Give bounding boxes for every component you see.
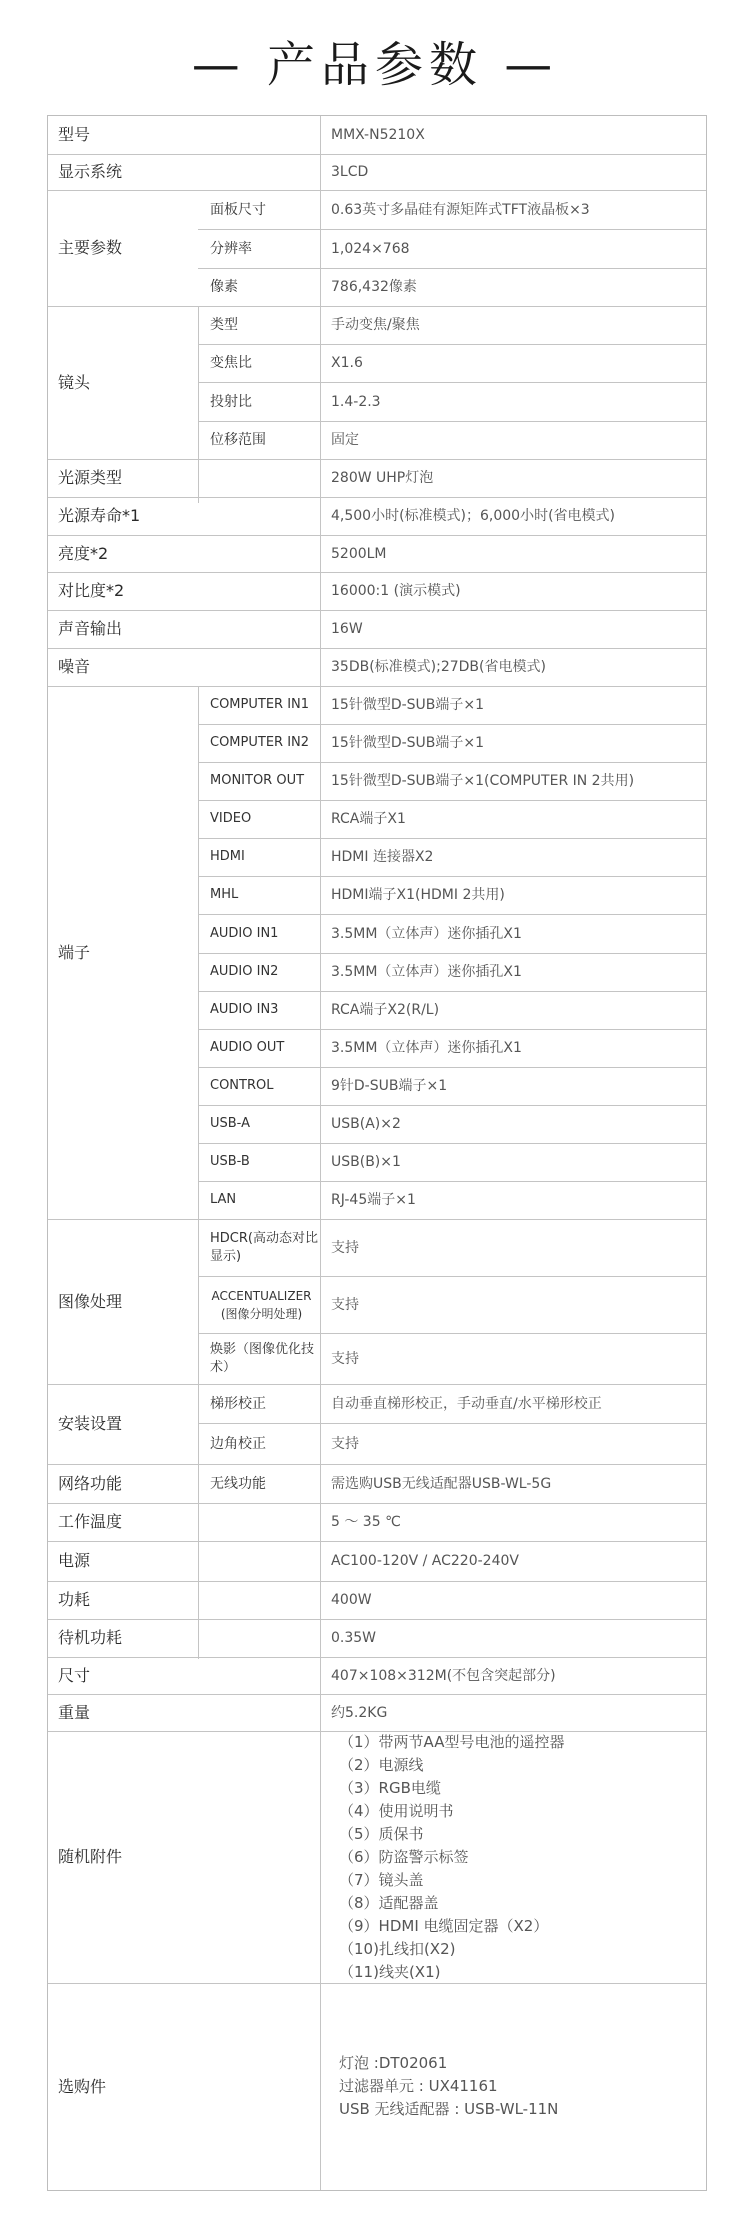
- row-value-model: MMX-N5210X: [331, 127, 425, 143]
- row-label-weight: 重量: [58, 1702, 91, 1722]
- main-sub-value: 1,024×768: [331, 240, 410, 257]
- accessories-list: [321, 1731, 565, 1983]
- main-sub-label: 面板尺寸: [210, 201, 266, 218]
- row-value-power: AC100-120V / AC220-240V: [331, 1553, 519, 1569]
- lens-sub-label: 位移范围: [210, 432, 266, 448]
- port-value: RCA端子X2(R/L): [331, 1002, 440, 1018]
- image-sub-value: 支持: [331, 1350, 359, 1367]
- port-name: LAN: [210, 1192, 237, 1207]
- spec-table: [47, 115, 707, 2191]
- port-value: RCA端子X1: [331, 811, 406, 827]
- main-sub-value: 0.63英寸多晶硅有源矩阵式TFT液晶板×3: [331, 201, 590, 218]
- main-sub-value: 786,432像素: [331, 279, 417, 295]
- row-label-image: 图像处理: [58, 1291, 123, 1311]
- row-value-consumption: 400W: [331, 1592, 372, 1608]
- network-sub-label: 无线功能: [210, 1475, 266, 1492]
- lens-sub-value: 固定: [331, 432, 359, 448]
- list-item: （11)线夹(X1): [339, 1962, 441, 1981]
- row-value-light: 280W UHP灯泡: [331, 470, 434, 486]
- row-label-main: 主要参数: [58, 238, 123, 257]
- port-value: HDMI端子X1(HDMI 2共用): [331, 887, 505, 903]
- row-value-audio: 16W: [331, 621, 363, 637]
- row-value-size: 407×108×312M(不包含突起部分): [331, 1667, 556, 1684]
- row-value-weight: 约5.2KG: [331, 1704, 388, 1721]
- row-value-noise: 35DB(标准模式);27DB(省电模式): [331, 659, 546, 675]
- main-sub-label: 分辨率: [210, 240, 252, 257]
- port-name: AUDIO IN1: [210, 925, 279, 941]
- list-item: （5）质保书: [339, 1824, 424, 1843]
- row-value-contrast: 16000:1 (演示模式): [331, 583, 461, 599]
- row-label-power: 电源: [58, 1551, 91, 1570]
- port-name: USB-A: [210, 1116, 250, 1131]
- install-sub-value: 自动垂直梯形校正，手动垂直/水平梯形校正: [331, 1395, 602, 1412]
- network-sub-value: 需选购USB无线适配器USB-WL-5G: [331, 1475, 552, 1492]
- row-label-life: 光源寿命*1: [58, 506, 141, 525]
- list-item: （8）适配器盖: [339, 1893, 439, 1912]
- image-sub-label: HDCR(高动态对比显示): [210, 1230, 318, 1264]
- row-label-audio: 声音输出: [58, 619, 123, 638]
- port-value: USB(B)×1: [331, 1154, 401, 1170]
- image-sub-label: ACCENTUALIZER (图像分明处理): [211, 1288, 312, 1321]
- install-sub-label: 边角校正: [210, 1435, 266, 1452]
- port-name: CONTROL: [210, 1078, 274, 1093]
- row-value-display: 3LCD: [331, 164, 369, 180]
- lens-sub-value: 手动变焦/聚焦: [331, 317, 420, 333]
- lens-sub-label: 类型: [210, 317, 238, 333]
- port-value: 15针微型D-SUB端子×1: [331, 697, 485, 713]
- port-name: AUDIO IN2: [210, 964, 279, 979]
- row-label-light: 光源类型: [58, 468, 123, 487]
- port-name: VIDEO: [210, 811, 252, 826]
- row-label-optional: 选购件: [58, 2076, 107, 2096]
- list-item: 过滤器单元 : UX41161: [339, 2077, 498, 2095]
- main-sub-label: 像素: [210, 279, 238, 295]
- port-value: 15针微型D-SUB端子×1: [331, 735, 485, 751]
- image-sub-value: 支持: [331, 1239, 359, 1256]
- page-title: — 产品参数 —: [191, 37, 559, 93]
- row-value-brightness: 5200LM: [331, 545, 387, 562]
- lens-sub-value: X1.6: [331, 355, 363, 371]
- row-label-size: 尺寸: [58, 1665, 91, 1685]
- port-name: HDMI: [210, 849, 245, 864]
- port-value: 3.5MM（立体声）迷你插孔X1: [331, 925, 522, 942]
- port-value: 3.5MM（立体声）迷你插孔X1: [331, 1040, 522, 1056]
- lens-sub-label: 投射比: [210, 393, 252, 410]
- row-label-contrast: 对比度*2: [58, 581, 125, 600]
- install-sub-label: 梯形校正: [210, 1395, 266, 1412]
- row-label-display: 显示系统: [58, 162, 123, 181]
- port-name: MHL: [210, 887, 239, 902]
- list-item: （9）HDMI 电缆固定器（X2）: [339, 1916, 549, 1935]
- image-sub-label: 焕影（图像优化技术）: [210, 1341, 315, 1375]
- list-item: （2）电源线: [339, 1755, 424, 1774]
- row-label-noise: 噪音: [58, 657, 91, 676]
- port-name: COMPUTER IN2: [210, 735, 310, 750]
- image-sub-value: 支持: [331, 1296, 359, 1313]
- port-value: RJ-45端子×1: [331, 1192, 416, 1208]
- row-label-model: 型号: [58, 125, 91, 144]
- list-item: （7）镜头盖: [339, 1870, 424, 1889]
- row-label-standby: 待机功耗: [58, 1628, 123, 1647]
- list-item: （4）使用说明书: [339, 1801, 454, 1820]
- lens-sub-value: 1.4-2.3: [331, 393, 381, 410]
- optional-list: [321, 1983, 558, 2190]
- list-item: （10)扎线扣(X2): [339, 1939, 456, 1958]
- port-value: 9针D-SUB端子×1: [331, 1078, 448, 1094]
- list-item: 灯泡 :DT02061: [339, 2054, 448, 2072]
- port-value: USB(A)×2: [331, 1116, 401, 1132]
- port-value: 3.5MM（立体声）迷你插孔X1: [331, 964, 522, 980]
- row-label-ports: 端子: [58, 942, 91, 962]
- row-label-install: 安装设置: [58, 1414, 123, 1433]
- port-name: COMPUTER IN1: [210, 697, 310, 712]
- list-item: USB 无线适配器 : USB-WL-11N: [339, 2100, 559, 2118]
- row-value-temp: 5 ～ 35 ℃: [331, 1514, 401, 1530]
- row-label-brightness: 亮度*2: [58, 543, 109, 563]
- row-label-temp: 工作温度: [58, 1512, 123, 1531]
- port-name: AUDIO IN3: [210, 1002, 279, 1017]
- row-value-life: 4,500小时(标准模式)；6,000小时(省电模式): [331, 508, 616, 524]
- port-value: 15针微型D-SUB端子×1(COMPUTER IN 2共用): [331, 773, 635, 789]
- list-item: （1）带两节AA型号电池的遥控器: [339, 1732, 565, 1751]
- row-label-network: 网络功能: [58, 1473, 123, 1493]
- port-name: AUDIO OUT: [210, 1040, 285, 1055]
- port-name: MONITOR OUT: [210, 773, 305, 788]
- row-label-consumption: 功耗: [58, 1590, 91, 1609]
- port-value: HDMI 连接器X2: [331, 849, 434, 865]
- lens-sub-label: 变焦比: [210, 355, 252, 371]
- row-value-standby: 0.35W: [331, 1630, 377, 1646]
- port-name: USB-B: [210, 1154, 250, 1169]
- row-label-accessories: 随机附件: [58, 1847, 123, 1866]
- row-label-lens: 镜头: [58, 372, 91, 392]
- list-item: （6）防盗警示标签: [339, 1847, 469, 1866]
- list-item: （3）RGB电缆: [339, 1778, 441, 1797]
- install-sub-value: 支持: [331, 1435, 359, 1452]
